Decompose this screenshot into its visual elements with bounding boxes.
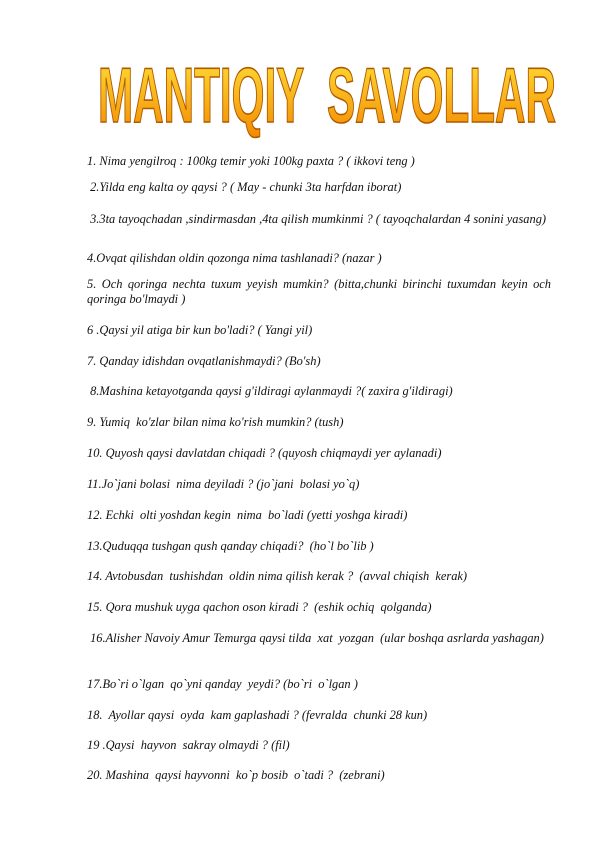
question-item: 15. Qora mushuk uyga qachon oson kiradi ? (eshik ochiq qolganda)	[87, 600, 432, 614]
question-item: 4.Ovqat qilishdan oldin qozonga nima tashlanadi? (nazar )	[87, 251, 382, 265]
title-wordart	[92, 54, 562, 144]
question-item: 17.Bo`ri o`lgan qo`yni qanday yeydi? (bo`ri o`lgan )	[87, 677, 358, 691]
question-item: 6 .Qaysi yil atiga bir kun bo'ladi? ( Yangi yil)	[87, 323, 313, 337]
question-item: 7. Qanday idishdan ovqatlanishmaydi? (Bo'sh)	[87, 354, 321, 368]
title-wordart-svg	[92, 54, 562, 144]
question-item: 11.Jo`jani bolasi nima deyiladi ? (jo`jani bolasi yo`q)	[87, 477, 360, 491]
page-title: MANTIQIY SAVOLLAR	[98, 54, 556, 139]
question-item: 1. Nima yengilroq : 100kg temir yoki 100kg paxta ? ( ikkovi teng )	[87, 154, 415, 168]
question-item: 10. Quyosh qaysi davlatdan chiqadi ? (quyosh chiqmaydi yer aylanadi)	[87, 446, 442, 460]
question-item: 5. Och qoringa nechta tuxum yeyish mumkin? (bitta,chunki birinchi tuxumdan keyin och qoringa bo'lmaydi )	[87, 277, 555, 306]
question-item: 13.Quduqqa tushgan qush qanday chiqadi? (ho`l bo`lib )	[87, 539, 374, 553]
question-item: 20. Mashina qaysi hayvonni ko`p bosib o`tadi ? (zebrani)	[87, 768, 385, 782]
question-item: 2.Yilda eng kalta oy qaysi ? ( May - chunki 3ta harfdan iborat)	[87, 180, 402, 194]
question-item: 16.Alisher Navoiy Amur Temurga qaysi tilda xat yozgan (ular boshqa asrlarda yashagan)	[87, 631, 544, 645]
question-item: 18. Ayollar qaysi oyda kam gaplashadi ? (fevralda chunki 28 kun)	[87, 708, 428, 722]
question-item: 9. Yumiq ko'zlar bilan nima ko'rish mumkin? (tush)	[87, 415, 344, 429]
question-item: 14. Avtobusdan tushishdan oldin nima qilish kerak ? (avval chiqish kerak)	[87, 569, 468, 583]
question-item: 3.3ta tayoqchadan ,sindirmasdan ,4ta qilish mumkinmi ? ( tayoqchalardan 4 sonini yasang)	[87, 212, 547, 226]
question-item: 19 .Qaysi hayvon sakray olmaydi ? (fil)	[87, 738, 290, 752]
question-item: 12. Echki olti yoshdan kegin nima bo`ladi (yetti yoshga kiradi)	[87, 508, 408, 522]
question-item: 8.Mashina ketayotganda qaysi g'ildiragi aylanmaydi ?( zaxira g'ildiragi)	[87, 384, 453, 398]
